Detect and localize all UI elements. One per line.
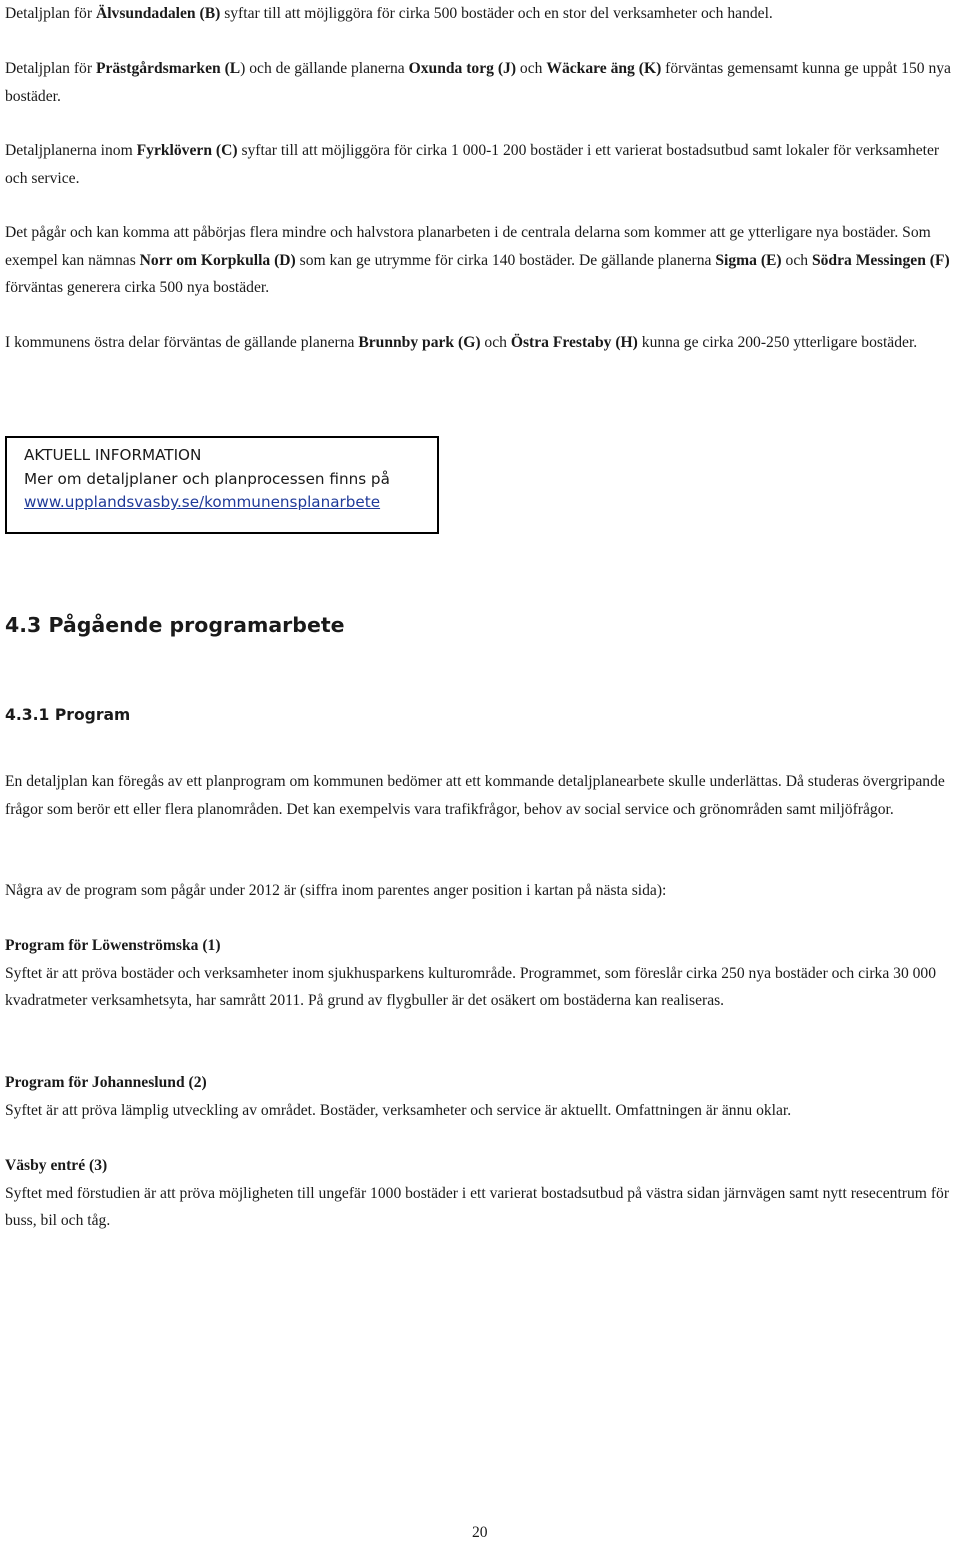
paragraph-centrala-delar	[5, 219, 957, 302]
paragraph-list-intro: Några av de program som pågår under 2012 är (siffra inom parentes anger position i kartan på nästa sida):	[5, 882, 667, 899]
info-box	[5, 436, 439, 534]
text: Detaljplan för	[5, 5, 96, 22]
program-title: Väsby entré (3)	[5, 1157, 108, 1174]
program-item	[5, 932, 957, 1015]
section-heading: 4.3 Pågående programarbete	[5, 613, 345, 637]
text: förväntas gemensamt kunna ge uppåt 150 nya bostäder.	[5, 60, 951, 105]
text: kunna ge cirka 200-250 ytterligare bostäder.	[637, 334, 918, 351]
text: I kommunens östra delar förväntas de gällande planerna	[5, 334, 359, 351]
program-title: Program för Löwenströmska (1)	[5, 937, 221, 954]
place-name: Oxunda torg (J)	[408, 60, 517, 77]
program-text: Syftet är att pröva lämplig utveckling av området. Bostäder, verksamheter och service är aktuellt. Omfattningen är ännu oklar.	[5, 1101, 792, 1119]
paragraph-alvsundadalen	[5, 0, 957, 28]
text: och	[516, 60, 547, 77]
place-name: Sigma (E)	[715, 251, 782, 269]
text: Detaljplanerna inom	[5, 142, 137, 159]
program-text: Syftet är att pröva bostäder och verksamheter inom sjukhusparkens kulturområde. Programmet, som föreslår cirka 250 nya bostäder och cirka 30 000 kvadratmeter verksamhetsyta, har samrått 2011. På grund av flygbuller är det osäkert om bostäderna kan realiseras.	[5, 964, 937, 1009]
text: syftar till att möjliggöra för cirka 500 bostäder och en stor del verksamheter och handel.	[220, 5, 773, 22]
place-name: Älvsundadalen (B)	[95, 5, 221, 22]
paragraph-intro: En detaljplan kan föregås av ett planprogram om kommunen bedömer att ett kommande detaljplanearbete skulle underlättas. Då studeras övergripande frågor som berör ett eller flera planområden. Det kan exempelvis vara trafikfrågor, behov av social service och grönområden samt miljöfrågor.	[5, 773, 945, 818]
text: och	[480, 334, 511, 351]
program-title: Program för Johanneslund (2)	[5, 1074, 207, 1091]
text: ) och de gällande planerna	[240, 60, 409, 77]
text: och	[781, 251, 812, 269]
place-name: Brunnby park (G)	[358, 334, 481, 351]
program-text: Syftet med förstudien är att pröva möjligheten till ungefär 1000 bostäder i ett varierat bostadsutbud på västra sidan järnvägen samt nytt resecentrum för buss, bil och tåg.	[5, 1184, 950, 1229]
info-box-link[interactable]: www.upplandsvasby.se/kommunensplanarbete	[24, 493, 381, 511]
place-name: Södra Messingen (F)	[811, 251, 950, 269]
place-name: Östra Frestaby (H)	[510, 334, 638, 351]
program-item	[5, 1069, 957, 1124]
place-name: Wäckare äng (K)	[546, 60, 662, 77]
text: som kan ge utrymme för cirka 140 bostäder. De gällande planerna	[295, 251, 716, 269]
info-box-text: Mer om detaljplaner och planprocessen finns på	[24, 469, 390, 488]
info-box-title: AKTUELL INFORMATION	[24, 446, 202, 464]
place-name: Fyrklövern (C)	[136, 142, 238, 159]
text: syftar till att möjliggöra för cirka 1 000-1 200 bostäder i ett varierat bostadsutbud samt lokaler för verksamheter och service.	[5, 142, 940, 187]
page-number: 20	[472, 1524, 488, 1541]
program-item	[5, 1152, 957, 1235]
text: Det pågår och kan komma att påbörjas flera mindre och halvstora planarbeten i de centrala delarna som kommer att ge ytterligare nya bostäder. Som exempel kan nämnas	[5, 224, 931, 269]
paragraph-prastgardsmarken	[5, 55, 957, 110]
place-name: Prästgårdsmarken (L	[95, 60, 241, 77]
paragraph-fyrklovern	[5, 137, 957, 192]
paragraph-ostra-delar	[5, 329, 957, 357]
subsection-heading: 4.3.1 Program	[5, 706, 131, 724]
place-name: Norr om Korpkulla (D)	[139, 251, 296, 269]
text: Detaljplan för	[5, 60, 96, 77]
text: förväntas generera cirka 500 nya bostäder.	[5, 279, 270, 296]
